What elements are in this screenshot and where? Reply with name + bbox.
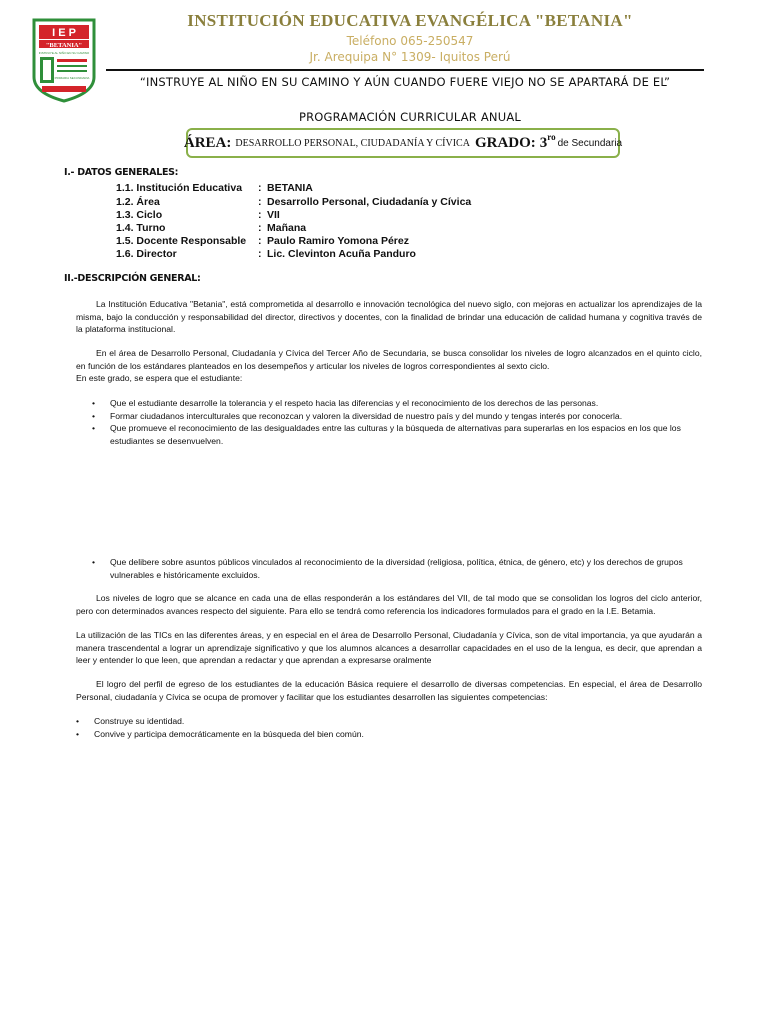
datos-label: 1.3. Ciclo bbox=[116, 209, 163, 221]
expectations-list bbox=[92, 397, 702, 447]
list-item-text: Que el estudiante desarrolle la tolerancia y el respeto hacia las diferencias y el reconocimiento de los derechos de las personas. bbox=[110, 398, 599, 408]
area-name: DESARROLLO PERSONAL, CIUDADANÍA Y CÍVICA bbox=[235, 137, 470, 149]
datos-label: 1.4. Turno bbox=[116, 222, 166, 234]
grade-number: 3 bbox=[539, 134, 548, 151]
datos-colon: : bbox=[258, 222, 262, 234]
section-heading-descripcion: II.-DESCRIPCIÓN GENERAL: bbox=[64, 273, 201, 284]
datos-colon: : bbox=[258, 196, 262, 208]
logo-tagline-text: INSTRUYE AL NIÑO EN SU CAMINO bbox=[38, 51, 90, 55]
datos-value: Mañana bbox=[267, 222, 307, 234]
school-address: Jr. Arequipa N° 1309- Iquitos Perú bbox=[309, 50, 511, 64]
list-item-text: Que promueve el reconocimiento de las desigualdades entre las culturas y la búsqueda de alternativas para superarlas en los espacios en los que los estudiantes se desenvuelven. bbox=[110, 423, 681, 446]
logo-badge-text: I E P bbox=[52, 27, 76, 39]
bullet-icon: • bbox=[92, 398, 96, 408]
logo-name-text: "BETANIA" bbox=[45, 42, 83, 49]
header-divider bbox=[106, 69, 704, 71]
list-item bbox=[92, 410, 702, 423]
school-motto: “INSTRUYE AL NIÑO EN SU CAMINO Y AÚN CUANDO FUERE VIEJO NO SE APARTARÁ DE EL” bbox=[139, 75, 671, 89]
paragraph-expectation: En este grado, se espera que el estudiante: bbox=[76, 373, 243, 383]
bullet-icon: • bbox=[76, 716, 80, 726]
datos-colon: : bbox=[258, 182, 262, 194]
list-item-text: Formar ciudadanos interculturales que reconozcan y valoren la diversidad de nuestro país y del mundo y tengas interés por conocerla. bbox=[110, 410, 623, 421]
paragraph-perfil: El logro del perfil de egreso de los estudiantes de la educación Básica requiere el desarrollo de diversas competencias. En especial, el área de Desarrollo Personal, ciudadanía y Cívica se ocupa de promover y facilitar que los estudiantes desarrollen las siguientes competencias: bbox=[76, 679, 702, 702]
datos-value: BETANIA bbox=[267, 182, 313, 194]
school-phone: Teléfono 065-250547 bbox=[346, 34, 474, 48]
expectations-list-continued bbox=[92, 556, 702, 581]
datos-value: Desarrollo Personal, Ciudadanía y Cívica bbox=[267, 196, 472, 208]
paragraph-tics: La utilización de las TICs en las diferentes áreas, y en especial en el área de Desarrollo Personal, Ciudadanía y Cívica, son de vital importancia, ya que ayudarán a manera trascendental a lograr un aprendizaje significativo y que los alumnos alcances a desarrollar capacidades en el uso de la lengua, es decir, que aprendan a leer y entender lo que leen, que aprendan a redactar y que aprendan a expresarse oralmente bbox=[76, 630, 702, 665]
datos-colon: : bbox=[258, 248, 262, 260]
grade-level: de Secundaria bbox=[557, 137, 623, 149]
list-item-text: Construye su identidad. bbox=[94, 716, 185, 726]
logo-levels-text: PRIMARIA SECUNDARIA bbox=[54, 76, 90, 80]
bullet-icon: • bbox=[92, 410, 96, 421]
list-item bbox=[76, 728, 696, 741]
grade-label: GRADO: bbox=[474, 134, 536, 151]
datos-value: VII bbox=[267, 209, 280, 221]
bullet-icon: • bbox=[92, 557, 96, 567]
area-grade-box bbox=[183, 128, 623, 158]
list-item bbox=[92, 556, 702, 581]
list-item-text: Convive y participa democráticamente en la búsqueda del bien común. bbox=[94, 728, 364, 739]
school-logo bbox=[30, 17, 98, 103]
datos-label: 1.2. Área bbox=[116, 196, 160, 208]
list-item bbox=[76, 715, 696, 728]
area-label: ÁREA: bbox=[183, 134, 232, 151]
school-name: INSTITUCIÓN EDUCATIVA EVANGÉLICA "BETANIA" bbox=[187, 11, 633, 30]
list-item-text: Que delibere sobre asuntos públicos vinculados al reconocimiento de la diversidad (religiosa, política, étnica, de género, etc) y los derechos de grupos vulnerables e históricamente excluidos. bbox=[110, 557, 683, 580]
datos-label: 1.5. Docente Responsable bbox=[116, 235, 247, 247]
paragraph-logros: Los niveles de logro que se alcance en cada una de ellas responderán a los estándares del VII, de tal modo que se consolidan los logros del ciclo anterior, pero con determinados avances respecto del siguiente. Para ello se tendrá como referencia los indicadores formulados para el grado en la I.E. Betamia. bbox=[76, 593, 702, 616]
competencies-list bbox=[76, 715, 696, 740]
datos-label: 1.1. Institución Educativa bbox=[116, 182, 243, 194]
section-heading-datos-generales: I.- DATOS GENERALES: bbox=[64, 167, 179, 178]
datos-colon: : bbox=[258, 209, 262, 221]
datos-colon: : bbox=[258, 235, 262, 247]
paragraph-intro: La Institución Educativa "Betania", está comprometida al desarrollo e innovación tecnológica del nuevo siglo, con mejoras en actualizar los aprendizajes de la misma, bajo la conducción y responsabilidad del director, directivos y docentes, con la finalidad de brindar una educación de calidad humana y cognitiva través de la plataforma institucional. bbox=[76, 299, 702, 334]
datos-label: 1.6. Director bbox=[116, 248, 177, 260]
grade-suffix: ro bbox=[547, 132, 556, 142]
list-item bbox=[92, 422, 702, 447]
datos-value: Paulo Ramiro Yomona Pérez bbox=[267, 235, 409, 247]
list-item bbox=[92, 397, 702, 410]
paragraph-area: En el área de Desarrollo Personal, Ciudadanía y Cívica del Tercer Año de Secundaria, se busca consolidar los niveles de logro alcanzados en el quinto ciclo, en función de los estándares planteados en los desempeños y articular los niveles de logros correspondientes al sexto ciclo. bbox=[76, 348, 702, 371]
bullet-icon: • bbox=[76, 728, 80, 739]
document-title: PROGRAMACIÓN CURRICULAR ANUAL bbox=[298, 110, 521, 124]
datos-value: Lic. Clevinton Acuña Pandurо bbox=[267, 248, 416, 260]
bullet-icon: • bbox=[92, 423, 96, 433]
